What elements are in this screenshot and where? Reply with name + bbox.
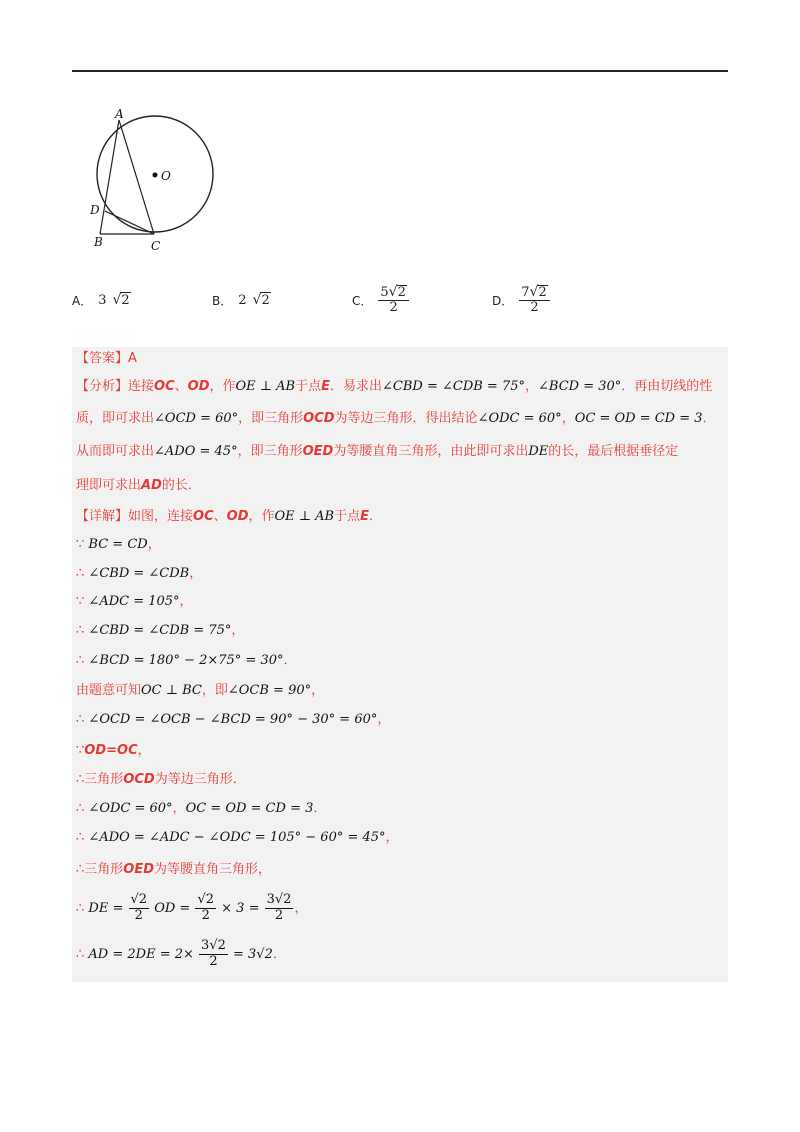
center-dot bbox=[153, 173, 158, 178]
option-letter: A． bbox=[72, 293, 93, 308]
step-5: ∴ ∠BCD = 180° − 2×75° = 30°． bbox=[76, 653, 297, 668]
analysis-line-1: 【分析】连接OC、OD，作OE ⊥ AB于点E．易求出∠CBD = ∠CDB = 75°，∠BCD = 30°．再由切线的性 bbox=[76, 379, 713, 394]
step-14: ∴ AD = 2DE = 2× $\frac{3√2}{2}$ = 3√2． bbox=[76, 938, 286, 969]
step-7: ∴ ∠OCD = ∠OCB − ∠BCD = 90° − 30° = 60°， bbox=[76, 712, 391, 727]
analysis-line-3: 从而即可求出∠ADO = 45°，即三角形OED为等腰直角三角形，由此即可求出DE的长，最后根据垂径定 bbox=[76, 444, 679, 459]
label-d: D bbox=[90, 203, 100, 217]
segment-ac bbox=[119, 120, 154, 234]
answer-tag: 【答案】 bbox=[76, 351, 129, 366]
step-13: ∴ DE = $\frac{√2}{2}$ OD = $\frac{√2}{2}$ × 3 = $\frac{3√2}{2}$ ， bbox=[76, 892, 308, 923]
top-rule bbox=[72, 70, 728, 72]
step-12: ∴三角形OED为等腰直角三角形， bbox=[76, 862, 272, 877]
step-2: ∴ ∠CBD = ∠CDB， bbox=[76, 566, 203, 581]
sqrt: √ 2 bbox=[252, 292, 270, 308]
option-letter: C． bbox=[352, 293, 373, 308]
option-coef: 3 bbox=[98, 292, 107, 308]
answer-line bbox=[76, 350, 722, 368]
answer-value: A bbox=[128, 351, 137, 366]
detail-line-1: 【详解】如图，连接OC、OD，作OE ⊥ AB于点E． bbox=[76, 509, 383, 524]
segment-dc bbox=[105, 211, 154, 234]
step-11: ∴ ∠ADO = ∠ADC − ∠ODC = 105° − 60° = 45°， bbox=[76, 830, 399, 845]
label-a: A bbox=[115, 107, 124, 121]
option-letter: B． bbox=[212, 293, 233, 308]
fraction: 7 √ 2 2 bbox=[519, 285, 549, 316]
option-d[interactable] bbox=[492, 280, 550, 320]
step-3: ∵ ∠ADC = 105°， bbox=[76, 594, 193, 609]
label-c: C bbox=[151, 239, 161, 253]
fraction: $\frac{3√2}{2}$ bbox=[266, 892, 292, 923]
label-o: O bbox=[161, 169, 171, 183]
option-a[interactable] bbox=[72, 280, 131, 320]
geometry-figure bbox=[84, 104, 224, 254]
analysis-line-4: 理即可求出AD的长． bbox=[76, 478, 201, 493]
label-b: B bbox=[94, 235, 103, 249]
choice-options bbox=[72, 280, 728, 320]
step-8: ∵OD=OC， bbox=[76, 743, 151, 758]
step-6: 由题意可知OC ⊥ BC，即∠OCB = 90°， bbox=[76, 683, 325, 698]
fraction: 5 √ 2 2 bbox=[378, 285, 408, 316]
sqrt: √ 2 bbox=[112, 292, 130, 308]
option-letter: D． bbox=[492, 293, 514, 308]
solution-block bbox=[72, 347, 728, 982]
fraction: $\frac{√2}{2}$ bbox=[197, 892, 215, 923]
option-b[interactable] bbox=[212, 280, 271, 320]
analysis-line-2: 质，即可求出∠OCD = 60°，即三角形OCD为等边三角形．得出结论∠ODC = 60°，OC = OD = CD = 3． bbox=[76, 411, 716, 426]
step-10: ∴ ∠ODC = 60°，OC = OD = CD = 3． bbox=[76, 801, 327, 816]
option-coef: 2 bbox=[238, 292, 247, 308]
step-4: ∴ ∠CBD = ∠CDB = 75°， bbox=[76, 623, 245, 638]
step-9: ∴三角形OCD为等边三角形． bbox=[76, 772, 246, 787]
option-c[interactable] bbox=[352, 280, 409, 320]
fraction: $\frac{√2}{2}$ bbox=[130, 892, 148, 923]
fraction: $\frac{3√2}{2}$ bbox=[201, 938, 226, 969]
step-1: ∵ BC = CD， bbox=[76, 537, 161, 552]
